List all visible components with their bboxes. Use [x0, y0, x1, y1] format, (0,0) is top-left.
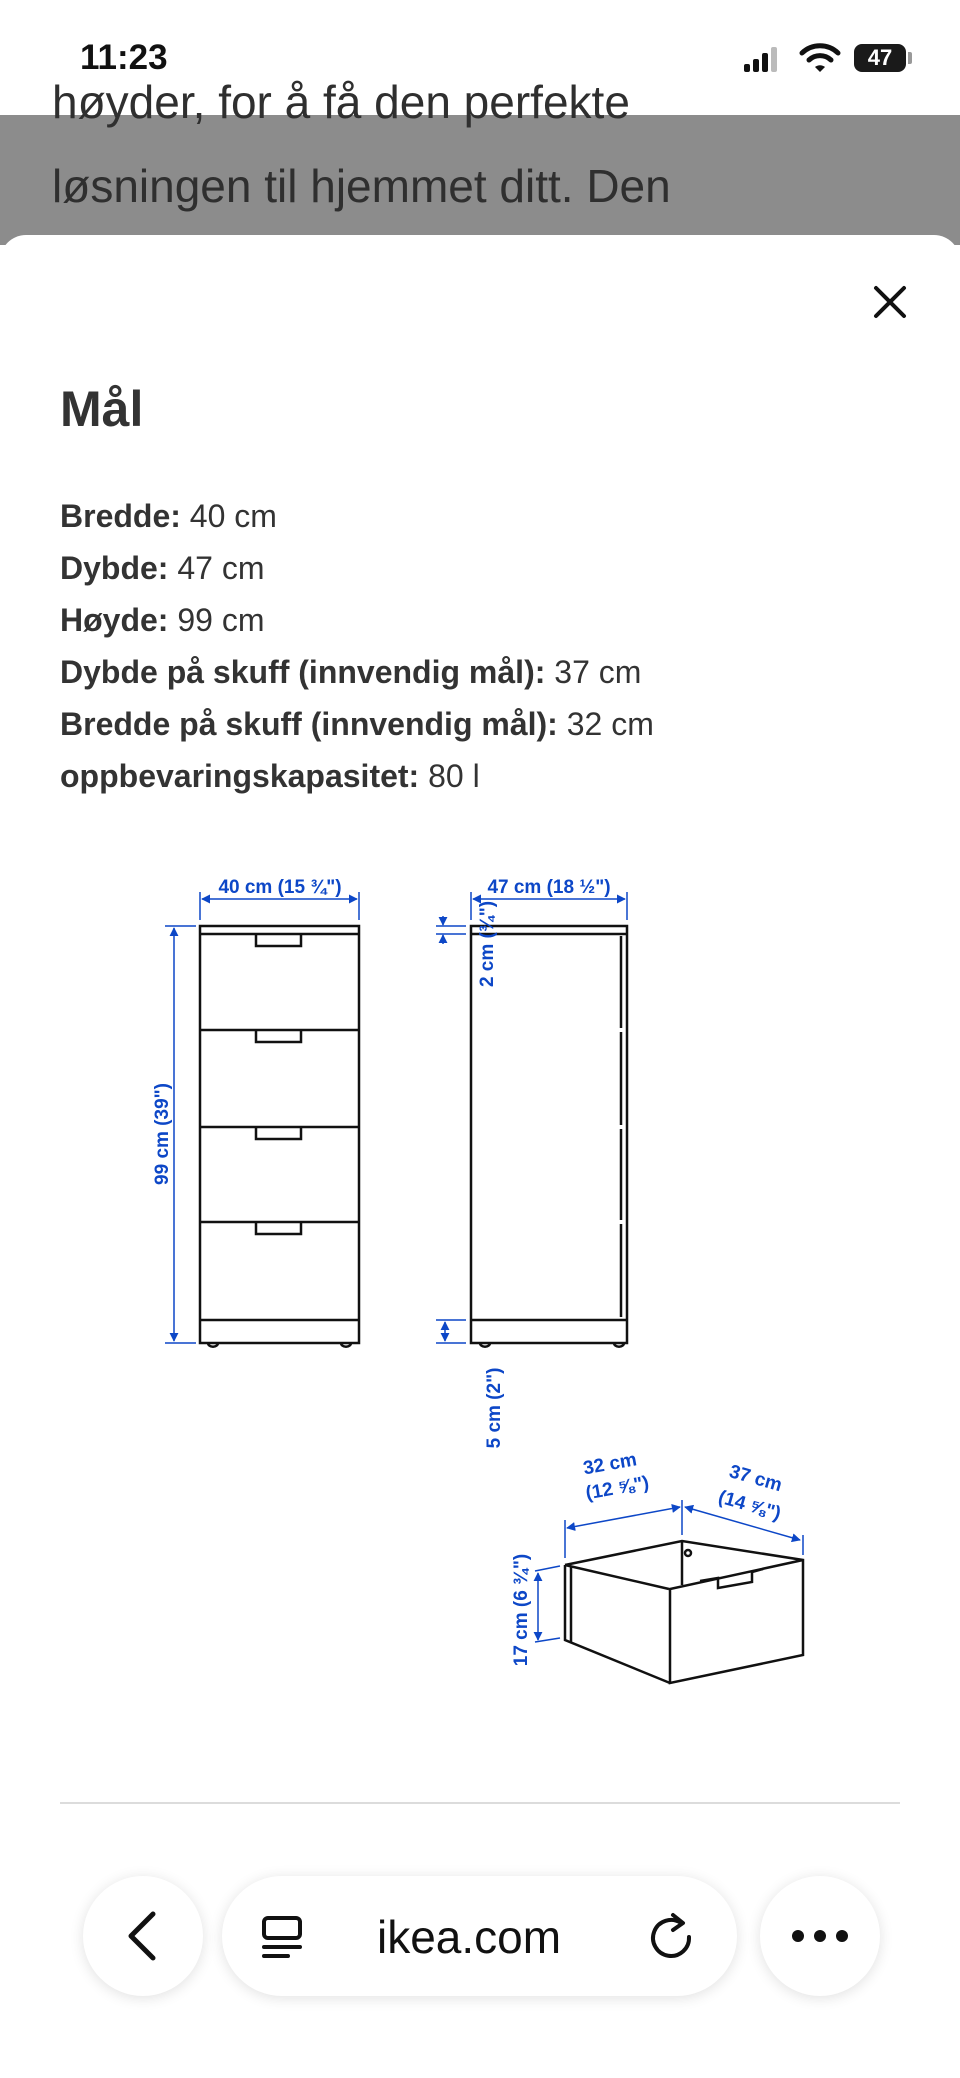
reload-icon[interactable]: [647, 1911, 697, 1961]
spec-label: oppbevaringskapasitet:: [60, 758, 420, 794]
spec-value: 80 l: [428, 758, 480, 794]
spec-label: Høyde:: [60, 602, 169, 638]
spec-label: Dybde:: [60, 550, 169, 586]
dimension-lines: [165, 892, 803, 1642]
drawer-depth-in-label: (14 ⅝"): [715, 1486, 784, 1525]
more-options-button[interactable]: [760, 1876, 880, 1996]
drawer-illustration: [565, 1541, 803, 1683]
plinth-height-label: 5 cm (2"): [484, 1367, 505, 1449]
spec-value: 99 cm: [177, 602, 265, 638]
spec-label: Dybde på skuff (innvendig mål):: [60, 654, 546, 690]
front-width-label: 40 cm (15 ¾"): [218, 877, 342, 898]
status-time: 11:23: [80, 38, 168, 77]
url-text[interactable]: ikea.com: [377, 1911, 562, 1963]
drawer-width-in-label: (12 ⅝"): [584, 1472, 651, 1505]
height-label: 99 cm (39"): [152, 1083, 173, 1185]
sheet-title: Mål: [60, 381, 144, 437]
background-text-line: høyder, for å få den perfekte: [52, 76, 630, 128]
drawer-depth-cm-label: 37 cm: [726, 1461, 785, 1497]
more-icon: [760, 1876, 880, 1996]
top-thickness-label: 2 cm (¾"): [477, 900, 498, 988]
depth-label: 47 cm (18 ½"): [487, 877, 611, 898]
spec-label: Bredde på skuff (innvendig mål):: [60, 706, 558, 742]
spec-value: 32 cm: [566, 706, 654, 742]
drawer-width-cm-label: 32 cm: [581, 1449, 639, 1480]
background-text-line: løsningen til hjemmet ditt. Den: [52, 160, 671, 212]
address-bar[interactable]: [222, 1876, 737, 1996]
battery-indicator: 47: [854, 44, 906, 72]
side-view-dresser: [471, 926, 627, 1347]
chevron-left-icon: [83, 1876, 203, 1996]
page-menu-icon[interactable]: [258, 1912, 308, 1962]
spec-value: 47 cm: [177, 550, 265, 586]
section-divider: [60, 1802, 900, 1804]
spec-label: Bredde:: [60, 498, 181, 534]
back-button[interactable]: [83, 1876, 203, 1996]
spec-value: 37 cm: [554, 654, 642, 690]
spec-value: 40 cm: [189, 498, 277, 534]
front-view-dresser: [200, 926, 359, 1347]
drawer-height-label: 17 cm (6 ¾"): [511, 1553, 532, 1667]
